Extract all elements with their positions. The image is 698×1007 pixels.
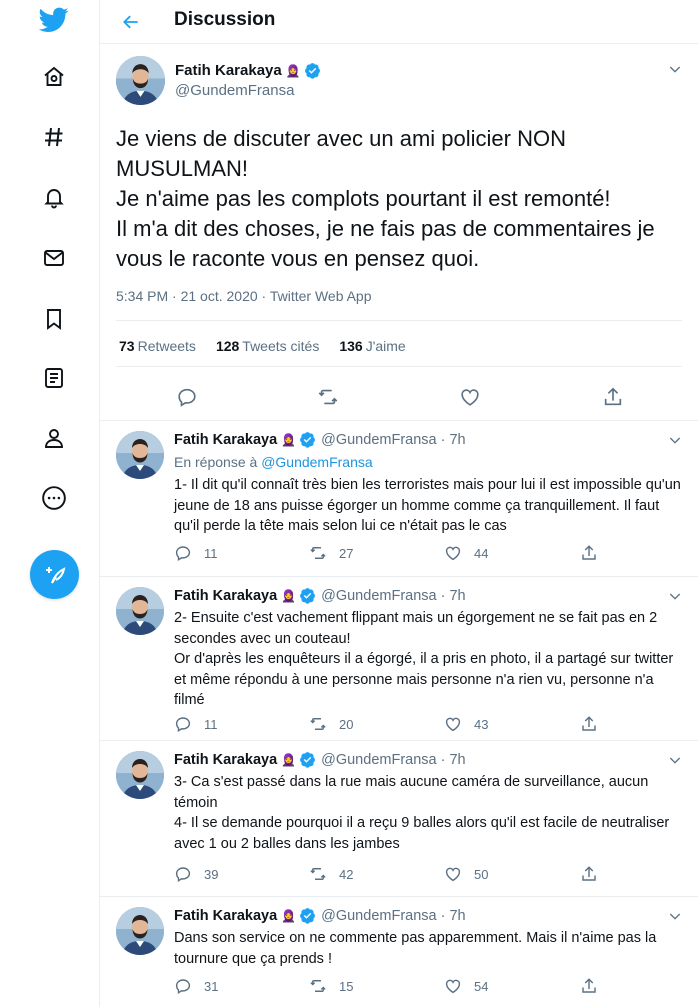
retweet-icon (309, 715, 327, 733)
avatar[interactable] (116, 431, 164, 479)
retweet-count: 20 (339, 716, 354, 732)
tweet-actions (100, 384, 698, 410)
author-emoji: 🧕 (281, 588, 297, 603)
reply-actions (174, 543, 674, 563)
reply-tweet[interactable] (100, 897, 698, 1007)
retweet-icon[interactable] (315, 384, 341, 410)
author-handle[interactable]: @GundemFransa (321, 751, 437, 768)
tweet-time[interactable]: 7h (449, 907, 466, 924)
author-handle[interactable]: @GundemFransa (321, 587, 437, 604)
author-emoji: 🧕 (281, 908, 297, 923)
more-icon[interactable] (30, 474, 78, 522)
messages-icon[interactable] (30, 234, 78, 282)
avatar[interactable] (116, 751, 164, 799)
retweet-icon (309, 544, 327, 562)
tweet-timestamp[interactable]: 5:34 PM · 21 oct. 2020 · Twitter Web App (116, 288, 372, 304)
retweets-label: Retweets (137, 338, 196, 354)
tweet-text: 3- Ca s'est passé dans la rue mais aucune caméra de surveillance, aucun témoin 4- Il se demande pourquoi il a reçu 9 balles alors qu'il est facile de neutraliser avec 1 ou 2 balles dans les jambes (174, 774, 670, 852)
reply-header (174, 431, 466, 448)
retweet-action[interactable] (309, 976, 353, 996)
reply-action[interactable] (174, 714, 218, 734)
separator-dot: · (440, 587, 446, 604)
sidebar-nav (0, 0, 100, 1007)
share-action[interactable] (580, 864, 610, 884)
compose-feather-icon (43, 563, 67, 587)
avatar[interactable] (116, 56, 165, 105)
like-count: 44 (474, 545, 489, 561)
reply-header (174, 751, 466, 768)
separator-dot: · (440, 431, 446, 448)
separator-dot: · (440, 751, 446, 768)
retweet-icon (309, 977, 327, 995)
retweet-action[interactable] (309, 864, 353, 884)
reply-tweet[interactable] (100, 577, 698, 741)
reply-action[interactable] (174, 543, 218, 563)
twitter-logo-icon[interactable] (30, 0, 78, 44)
reply-icon (174, 865, 192, 883)
profile-icon[interactable] (30, 414, 78, 462)
share-icon (580, 715, 598, 733)
like-heart-icon (444, 715, 462, 733)
verified-badge-icon (299, 431, 316, 448)
retweet-action[interactable] (309, 714, 353, 734)
author-handle[interactable]: @GundemFransa (321, 431, 437, 448)
page-header (100, 0, 698, 44)
reply-icon (174, 715, 192, 733)
retweets-count: 73 (119, 338, 135, 354)
back-arrow-icon[interactable] (118, 9, 144, 35)
main-tweet (100, 44, 698, 421)
reply-action[interactable] (174, 976, 218, 996)
reply-header (174, 907, 466, 924)
tweet-text: 2- Ensuite c'est vachement flippant mais un égorgement ne se fait pas en 2 secondes avec un couteau! Or d'après les enquêteurs il a égorgé, il a pris en photo, il a partagé sur twitter et même répondu à une personne mais personne n'a rien vu, personne n'a filmé (174, 610, 674, 708)
reply-count: 11 (204, 545, 218, 561)
like-heart-icon[interactable] (457, 384, 483, 410)
likes-stat[interactable] (339, 338, 405, 354)
tweet-time[interactable]: 7h (449, 751, 466, 768)
lists-icon[interactable] (30, 354, 78, 402)
retweet-action[interactable] (309, 543, 353, 563)
tweet-text: Je viens de discuter avec un ami policier NON MUSULMAN! Je n'aime pas les complots pourtant il est remonté! Il m'a dit des choses, je ne fais pas de commentaires je vous le raconte vous en pensez quoi. (116, 126, 655, 271)
likes-count: 136 (339, 338, 363, 354)
retweet-count: 15 (339, 978, 354, 994)
like-count: 54 (474, 978, 489, 994)
verified-badge-icon (299, 751, 316, 768)
like-heart-icon (444, 865, 462, 883)
author-name[interactable]: Fatih Karakaya (174, 431, 278, 448)
reply-icon (174, 977, 192, 995)
retweet-icon (309, 865, 327, 883)
reply-actions (174, 864, 674, 884)
like-action[interactable] (444, 714, 488, 734)
share-icon (580, 865, 598, 883)
author-emoji: 🧕 (281, 752, 297, 767)
reply-header (174, 587, 466, 604)
tweet-time[interactable]: 7h (449, 431, 466, 448)
like-action[interactable] (444, 543, 488, 563)
like-count: 43 (474, 716, 489, 732)
reply-count: 39 (204, 866, 219, 882)
chevron-down-icon[interactable] (666, 907, 684, 925)
author-emoji: 🧕 (285, 63, 301, 78)
reply-to-prefix: En réponse à (174, 454, 258, 470)
author-name-row (175, 62, 321, 79)
chevron-down-icon[interactable] (666, 431, 684, 449)
like-heart-icon (444, 544, 462, 562)
retweets-stat[interactable] (119, 338, 196, 354)
reply-icon (174, 544, 192, 562)
verified-badge-icon (299, 907, 316, 924)
bookmarks-icon[interactable] (30, 295, 78, 343)
author-emoji: 🧕 (281, 432, 297, 447)
reply-action[interactable] (174, 864, 218, 884)
quotes-count: 128 (215, 338, 240, 354)
compose-tweet-button[interactable] (30, 550, 79, 599)
share-icon[interactable] (600, 384, 626, 410)
share-icon (580, 977, 598, 995)
verified-badge-icon (299, 587, 316, 604)
avatar[interactable] (116, 907, 164, 955)
reply-to-handle-link[interactable]: @GundemFransa (261, 454, 373, 470)
notifications-icon[interactable] (30, 173, 78, 221)
reply-tweet[interactable] (100, 421, 698, 577)
share-action[interactable] (580, 714, 610, 734)
reply-tweet[interactable] (100, 741, 698, 897)
share-action[interactable] (580, 543, 610, 563)
author-name[interactable]: Fatih Karakaya (174, 751, 278, 768)
reply-icon[interactable] (174, 384, 200, 410)
likes-label: J'aime (365, 338, 406, 354)
like-action[interactable] (444, 864, 488, 884)
quotes-label: Tweets cités (242, 338, 320, 354)
chevron-down-icon[interactable] (666, 60, 684, 78)
share-action[interactable] (580, 976, 610, 996)
chevron-down-icon[interactable] (666, 751, 684, 769)
divider (116, 320, 682, 321)
tweet-time[interactable]: 7h (449, 587, 466, 604)
reply-count: 31 (204, 978, 219, 994)
quotes-stat[interactable] (216, 338, 319, 354)
tweet-text: Dans son service on ne commente pas apparemment. Mais il n'aime pas la tournure que ça prends ! (174, 930, 657, 967)
like-heart-icon (444, 977, 462, 995)
explore-icon[interactable] (30, 113, 78, 161)
like-count: 50 (474, 866, 489, 882)
author-handle[interactable]: @GundemFransa (175, 82, 295, 99)
page-title: Discussion (174, 9, 276, 30)
like-action[interactable] (444, 976, 488, 996)
reply-actions (174, 714, 674, 734)
author-name[interactable]: Fatih Karakaya (174, 907, 278, 924)
tweet-text: 1- Il dit qu'il connaît très bien les terroristes mais pour lui il est impossible qu'un jeune de 18 ans puisse égorger un homme comme ça tranquillement. Il faut qu'il perde la tête mais selon lui ce n'était pas le cas (174, 477, 681, 534)
reply-to-line (174, 454, 373, 470)
author-handle[interactable]: @GundemFransa (321, 907, 437, 924)
reply-actions (174, 976, 674, 996)
verified-badge-icon (304, 62, 321, 79)
avatar[interactable] (116, 587, 164, 635)
author-name[interactable]: Fatih Karakaya (174, 587, 278, 604)
home-icon[interactable] (30, 53, 78, 101)
retweet-count: 27 (339, 545, 354, 561)
author-name[interactable]: Fatih Karakaya (175, 62, 282, 79)
divider (116, 366, 682, 367)
share-icon (580, 544, 598, 562)
tweet-stats (119, 338, 426, 354)
separator-dot: · (440, 907, 446, 924)
reply-count: 11 (204, 716, 218, 732)
chevron-down-icon[interactable] (666, 587, 684, 605)
retweet-count: 42 (339, 866, 354, 882)
